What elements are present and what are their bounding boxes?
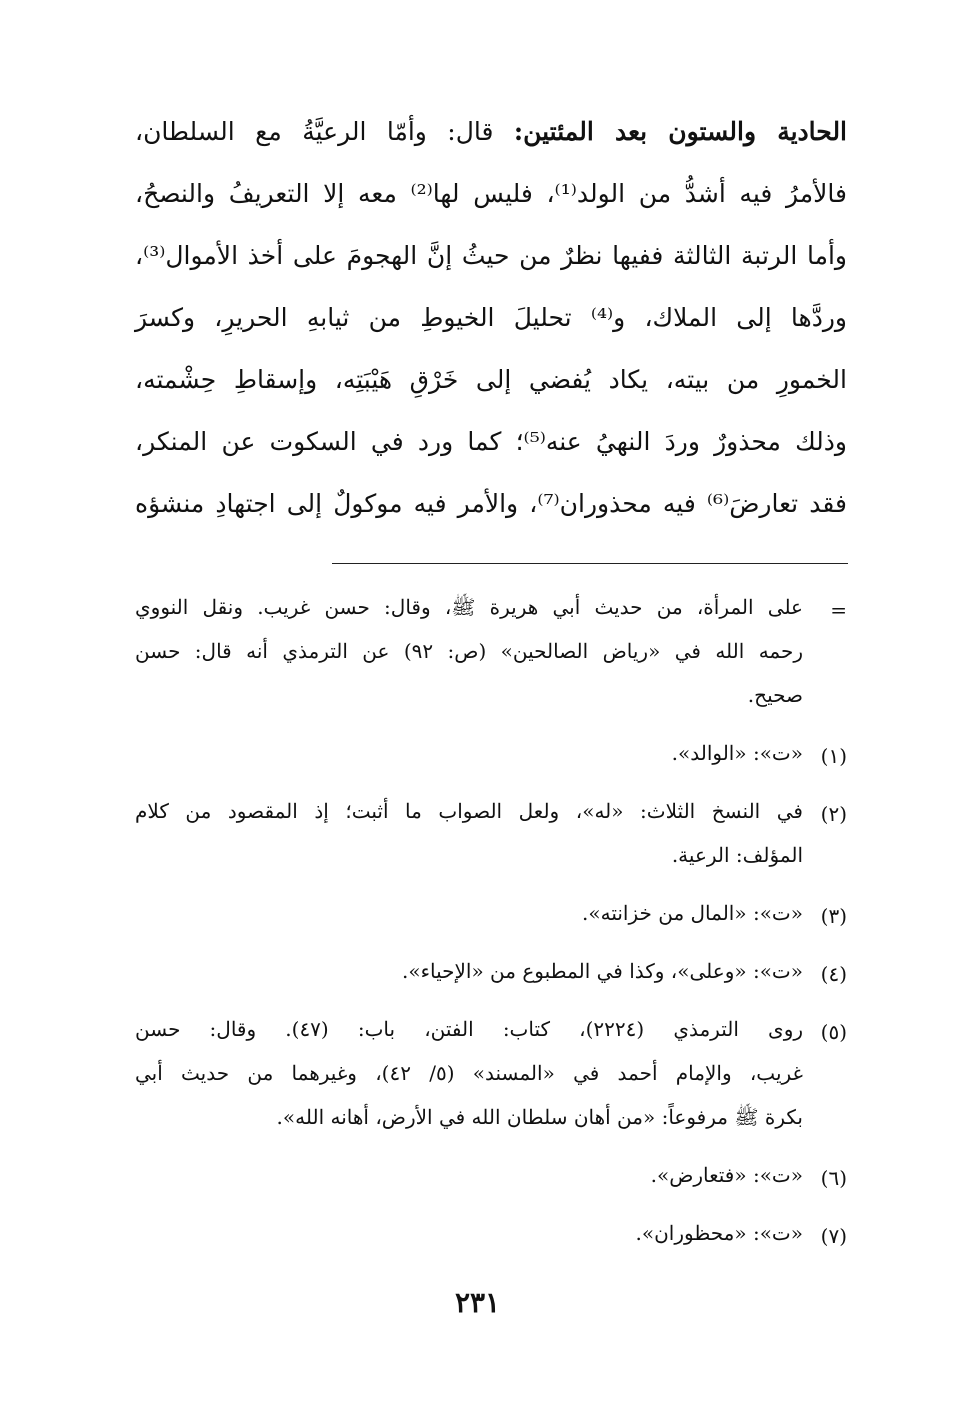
footnote-marker: (٧) — [820, 1224, 847, 1248]
main-text-line: وذلك محذورٌ وردَ النهيُ عنه⁽⁵⁾؛ كما ورد في السكوت عن المنكر، — [135, 427, 847, 456]
paragraph-heading: الحادية والستون بعد المئتين: — [513, 117, 848, 146]
footnote-marker: (٦) — [820, 1166, 847, 1190]
footnote-line: «ت»: «محظوران». — [635, 1221, 803, 1245]
footnote-marker: = — [830, 598, 847, 622]
main-text-line: فالأمرُ فيه أشدُّ من الولد⁽¹⁾، فليس لها⁽²⁾ معه إلا التعريفُ والنصحُ، — [135, 179, 847, 208]
main-text-line: فقد تعارضَ⁽⁶⁾ فيه محذوران⁽⁷⁾، والأمر فيه موكولٌ إلى اجتهادِ منشؤه — [135, 489, 847, 518]
footnote-line: «ت»: «الوالد». — [671, 741, 803, 765]
footnote-7 — [135, 1211, 847, 1255]
main-text — [135, 112, 847, 546]
page-number: ٢٣١ — [454, 1286, 501, 1319]
footnote-line: على المرأة، من حديث أبي هريرة ﷺ، وقال: حسن غريب. ونقل النووي — [135, 595, 803, 619]
footnote-line: غريب، والإمام أحمد في «المسند» (٥/ ٤٢)، وغيرهما من حديث أبي — [135, 1061, 804, 1085]
footnote-continuation — [135, 585, 847, 717]
footnote-line: رحمه الله في «رياض الصالحين» (ص: ٩٢) عن الترمذي أنه قال: حسن — [135, 639, 803, 663]
main-text-line: الخمورِ من بيته، يكاد يُفضي إلى خَرْقِ هَيْبَتِه، وإسقاطِ حِشْمته، — [135, 365, 847, 394]
footnote-marker: (٥) — [820, 1020, 847, 1044]
footnote-line: «ت»: «وعلى»، وكذا في المطبوع من «الإحياء». — [401, 959, 803, 983]
footnote-marker: (٢) — [820, 802, 847, 826]
footnote-line: المؤلف: الرعية. — [671, 843, 803, 867]
footnote-marker: (١) — [820, 744, 847, 768]
footnote-3 — [135, 891, 847, 935]
footnote-line: روى الترمذي (٢٢٢٤)، كتاب: الفتن، باب: (٤٧). وقال: حسن — [135, 1017, 804, 1041]
footnote-6 — [135, 1153, 847, 1197]
footnote-marker: (٤) — [820, 962, 847, 986]
footnote-marker: (٣) — [820, 904, 847, 928]
footnote-line: في النسخ الثلاث: «له»، ولعل الصواب ما أثبت؛ إذ المقصود من كلام — [135, 799, 803, 823]
main-text-line: الحادية والستون بعد المئتين: قال: وأمّا الرعيَّةُ مع السلطان، — [135, 117, 848, 146]
footnote-4 — [135, 949, 847, 993]
footnote-2 — [135, 789, 847, 877]
main-text-line: وردَّها إلى الملاك، و⁽⁴⁾ تحليلَ الخيوطِ من ثيابهِ الحريرِ، وكسرَ — [135, 303, 847, 332]
footnote-line: صحيح. — [747, 683, 803, 707]
footnote-separator — [332, 563, 848, 564]
footnotes — [135, 585, 847, 1255]
footnote-line: بكرة ﷺ مرفوعاً: «من أهان سلطان الله في الأرض، أهانه الله». — [276, 1105, 803, 1129]
footnote-1 — [135, 731, 847, 775]
footnote-5 — [135, 1007, 847, 1139]
main-text-line: وأما الرتبة الثالثة ففيها نظرٌ من حيثُ إنَّ الهجومَ على أخذ الأموال⁽³⁾، — [135, 241, 847, 270]
footnote-line: «ت»: «المال من خزانته». — [582, 901, 803, 925]
footnote-line: «ت»: «فتعارض». — [650, 1163, 803, 1187]
